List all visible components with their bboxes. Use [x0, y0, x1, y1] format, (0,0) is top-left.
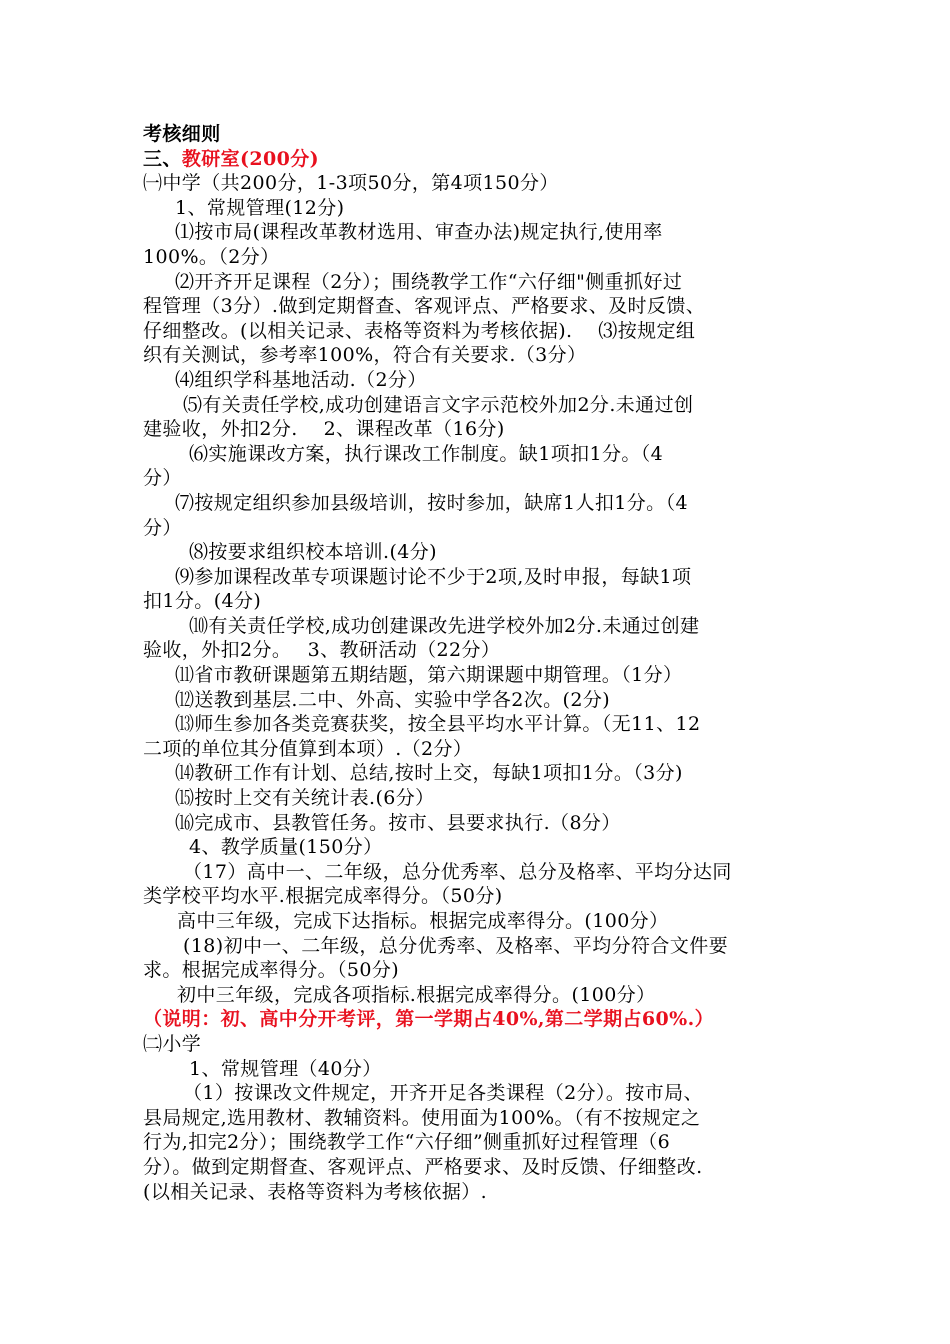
paragraph-line: ⑾省市教研课题第五期结题，第六期课题中期管理。（1分） — [175, 664, 683, 687]
paragraph-line: 程管理（3分）.做到定期督查、客观评点、严格要求、及时反馈、 — [143, 295, 706, 318]
paragraph-line: ⑸有关责任学校,成功创建语言文字示范校外加2分.未通过创 — [183, 393, 694, 416]
paragraph-line: 分）。做到定期督查、客观评点、严格要求、及时反馈、仔细整改. — [143, 1155, 703, 1178]
item-heading: 1、常规管理（40分） — [189, 1057, 382, 1080]
section-name: 教研室(200分) — [181, 147, 320, 170]
paragraph-line: （1）按课改文件规定，开齐开足各类课程（2分）。按市局、 — [183, 1082, 703, 1105]
paragraph-line: 分） — [143, 516, 182, 539]
paragraph-line: 二项的单位其分值算到本项）.（2分） — [143, 737, 473, 760]
note-line: （说明：初、高中分开考评，第一学期占40%,第二学期占60%.） — [143, 1008, 715, 1031]
paragraph-line: ⑷组织学科基地活动.（2分） — [175, 368, 427, 391]
paragraph-line: ⑺按规定组织参加县级培训，按时参加，缺席1人扣1分。（4 — [175, 491, 688, 514]
section-heading — [143, 147, 807, 172]
paragraph-line: ⑻按要求组织校本培训.(4分) — [189, 541, 437, 564]
item-heading: 4、教学质量(150分） — [189, 836, 383, 859]
paragraph-line: ⒂按时上交有关统计表.(6分） — [175, 787, 435, 810]
paragraph-line: 初中三年级，完成各项指标.根据完成率得分。(100分） — [177, 983, 656, 1006]
paragraph-line: 建验收，外扣2分. 2、课程改革（16分) — [143, 418, 505, 441]
paragraph-line: ⒁教研工作有计划、总结,按时上交，每缺1项扣1分。（3分) — [175, 762, 683, 785]
paragraph-line: 分） — [143, 467, 182, 490]
subsection-middle-school: ㈠中学（共200分，1-3项50分，第4项150分） — [143, 172, 559, 195]
section-prefix: 三、 — [143, 147, 182, 170]
paragraph-line: ⑽有关责任学校,成功创建课改先进学校外加2分.未通过创建 — [189, 614, 700, 637]
paragraph-line: （17）高中一、二年级，总分优秀率、总分及格率、平均分达同 — [183, 860, 732, 883]
paragraph-line: 扣1分。(4分) — [143, 590, 262, 613]
paragraph-line: 求。根据完成率得分。（50分) — [143, 959, 400, 982]
item-heading: 1、常规管理(12分) — [175, 196, 345, 219]
paragraph-line: 织有关测试，参考率100%，符合有关要求.（3分） — [143, 344, 587, 367]
paragraph-line: ⒀师生参加各类竞赛获奖，按全县平均水平计算。（无11、12 — [175, 713, 701, 736]
paragraph-line: 100%。（2分） — [143, 245, 280, 268]
paragraph-line: 验收，外扣2分。 3、教研活动（22分） — [143, 639, 501, 662]
document-body — [143, 122, 807, 1204]
paragraph-line: 高中三年级，完成下达指标。根据完成率得分。(100分） — [177, 910, 669, 932]
subsection-primary-school: ㈡小学 — [143, 1032, 202, 1055]
paragraph-line: ⑵开齐开足课程（2分）；围绕教学工作“六仔细"侧重抓好过 — [175, 270, 683, 293]
paragraph-line: ⑹实施课改方案，执行课改工作制度。缺1项扣1分。（4 — [189, 442, 664, 465]
paragraph-line: 行为,扣完2分）；围绕教学工作“六仔细”侧重抓好过程管理（6 — [143, 1131, 671, 1154]
paragraph-line: ⑴按市局(课程改革教材选用、审查办法)规定执行,使用率 — [175, 221, 663, 244]
paragraph-line: ⒃完成市、县教管任务。按市、县要求执行.（8分） — [175, 811, 621, 834]
paragraph-line: ⑿送教到基层.二中、外高、实验中学各2次。(2分) — [175, 688, 611, 711]
paragraph-line: 类学校平均水平.根据完成率得分。（50分) — [143, 885, 503, 908]
paragraph-line: (以相关记录、表格等资料为考核依据）. — [143, 1180, 488, 1203]
paragraph-line: 县局规定,选用教材、教辅资料。使用面为100%。（有不按规定之 — [143, 1106, 701, 1129]
paragraph-line: (18)初中一、二年级，总分优秀率、及格率、平均分符合文件要 — [183, 934, 729, 957]
paragraph-line: ⑼参加课程改革专项课题讨论不少于2项,及时申报，每缺1项 — [175, 565, 692, 588]
paragraph-line: 仔细整改。(以相关记录、表格等资料为考核依据). ⑶按规定组 — [143, 319, 696, 342]
doc-title: 考核细则 — [143, 123, 221, 145]
